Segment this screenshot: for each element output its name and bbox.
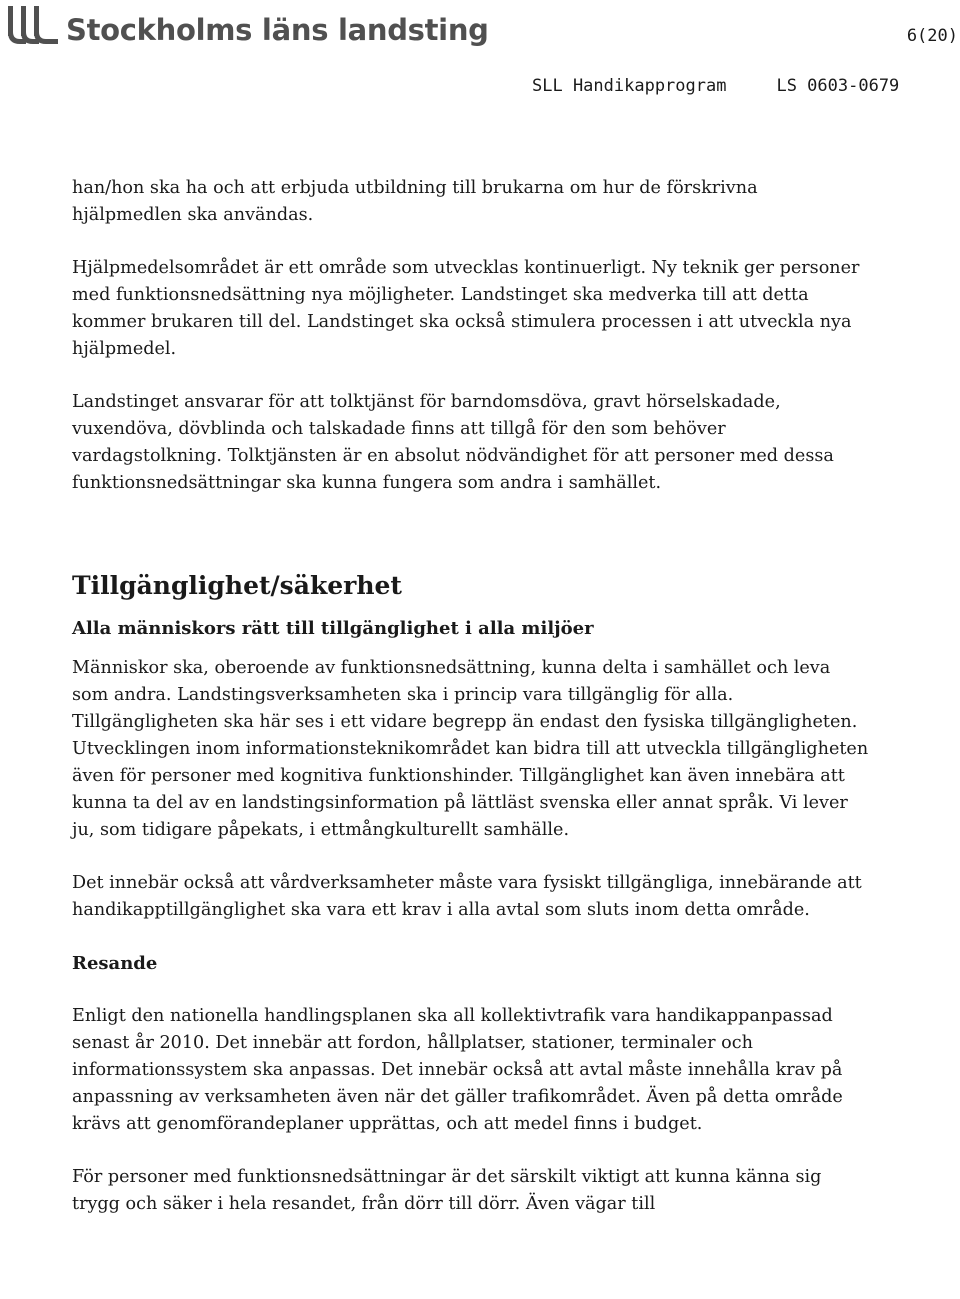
document-body	[72, 175, 872, 1218]
program-name: SLL Handikapprogram	[532, 76, 727, 96]
paragraph-5: Det innebär också att vårdverksamheter måste vara fysiskt tillgängliga, innebärande att handikapptillgänglighet ska vara ett krav i alla avtal som sluts inom detta område.	[72, 873, 862, 920]
paragraph-3: Landstinget ansvarar för att tolktjänst för barndomsdöva, gravt hörselskadade, vuxendöva, dövblinda och talskadade finns att tillgå för den som behöver vardagstolkning. Tolktjänsten är en absolut nödvändighet för att personer med dessa funktionsnedsättningar ska kunna fungera som andra i samhället.	[72, 392, 834, 493]
paragraph-4: Människor ska, oberoende av funktionsnedsättning, kunna delta i samhället och leva som andra. Landstingsverksamheten ska i princip vara tillgänglig för alla. Tillgängligheten ska här ses i ett vidare begrepp än endast den fysiska tillgängligheten. Utvecklingen inom informationsteknikområdet kan bidra till att utveckla tillgängligheten även för personer med kognitiva funktionshinder. Tillgänglighet kan även innebära att kunna ta del av en landstingsinformation på lättläst svenska eller annat språk. Vi lever ju, som tidigare påpekats, i ettmångkulturellt samhälle.	[72, 658, 869, 840]
resande-heading: Resande	[72, 953, 158, 974]
paragraph-2: Hjälpmedelsområdet är ett område som utvecklas kontinuerligt. Ny teknik ger personer med funktionsnedsättning nya möjligheter. Landstinget ska medverka till att detta kommer brukaren till del. Landstinget ska också stimulera processen i att utveckla nya hjälpmedel.	[72, 258, 860, 359]
logo-text: Stockholms läns landsting	[66, 13, 489, 47]
paragraph-1: han/hon ska ha och att erbjuda utbildning till brukarna om hur de förskrivna hjälpmedlen ska användas.	[72, 178, 758, 225]
sll-logo-mark-icon	[2, 4, 60, 48]
subheading: Alla människors rätt till tillgänglighet i alla miljöer	[72, 618, 594, 639]
document-info	[532, 76, 899, 96]
page-number: 6(20)	[906, 26, 958, 46]
paragraph-7: För personer med funktionsnedsättningar är det särskilt viktigt att kunna känna sig trygg och säker i hela resandet, från dörr till dörr. Även vägar till	[72, 1167, 822, 1214]
paragraph-6: Enligt den nationella handlingsplanen ska all kollektivtrafik vara handikappanpassad senast år 2010. Det innebär att fordon, hållplatser, stationer, terminaler och informationssystem ska anpassas. Det innebär också att avtal måste innehålla krav på anpassning av verksamheten även när det gäller trafikområdet. Även på detta område krävs att genomförandeplaner upprättas, och att medel finns i budget.	[72, 1006, 843, 1134]
document-reference: LS 0603-0679	[776, 76, 900, 96]
page-header	[0, 0, 960, 110]
sll-logo	[2, 4, 489, 48]
section-heading: Tillgänglighet/säkerhet	[72, 571, 402, 600]
